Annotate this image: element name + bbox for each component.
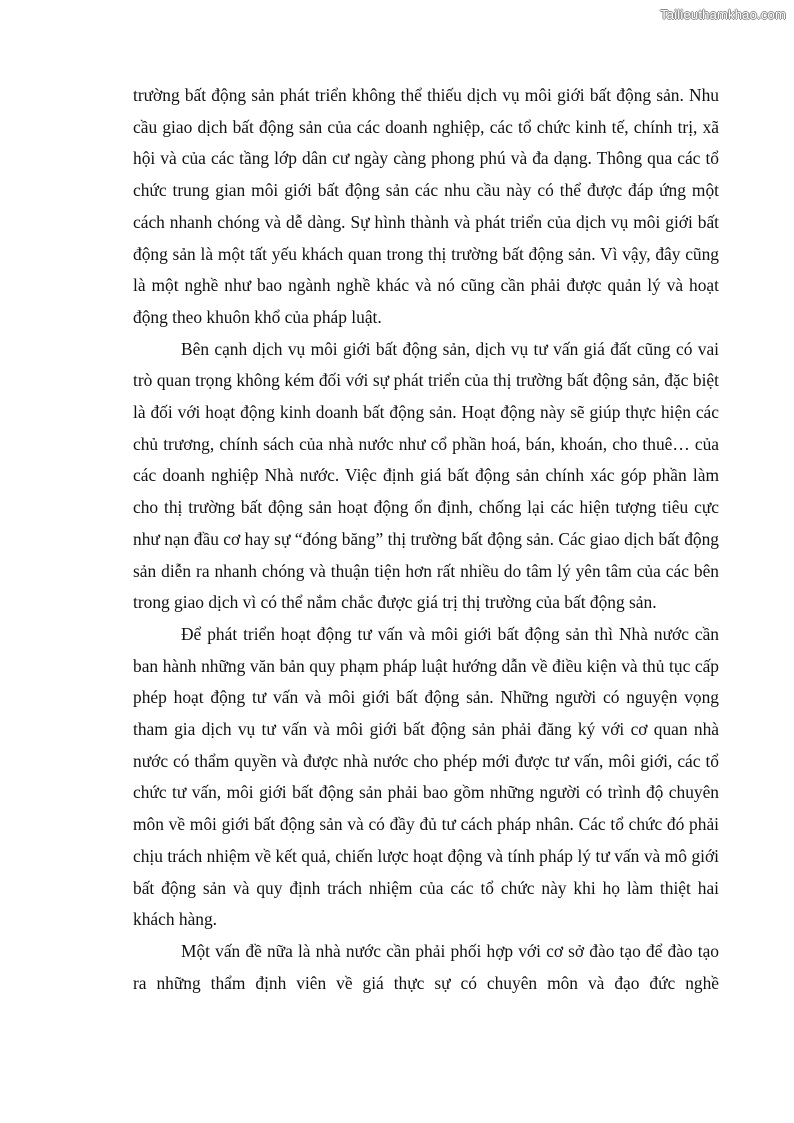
paragraph-4: Một vấn đề nữa là nhà nước cần phải phối hợp với cơ sở đào tạo để đào tạo ra những thẩm định viên về giá thực sự có chuyên môn và đạo đức nghề xyxy=(133,940,719,993)
document-body xyxy=(133,80,719,999)
paragraph-2: Bên cạnh dịch vụ môi giới bất động sản, dịch vụ tư vấn giá đất cũng có vai trò quan trọng không kém đối với sự phát triển của thị trường bất động sản, đặc biệt là đối với hoạt động kinh doanh bất động sản. Hoạt động này sẽ giúp thực hiện các chủ trương, chính sách của nhà nước như cổ phần hoá, bán, khoán, cho thuê… của các doanh nghiệp Nhà nước. Việc định giá bất động sản chính xác góp phần làm cho thị trường bất động sản hoạt động ổn định, chống lại các hiện tượng tiêu cực như nạn đầu cơ hay sự “đóng băng” thị trường bất động sản. Các giao dịch bất động sản diễn ra nhanh chóng và thuận tiện hơn rất nhiều do tâm lý yên tâm của các bên trong giao dịch vì có thể nắm chắc được giá trị thị trường của bất động sản. xyxy=(133,338,719,613)
watermark: Tailieuthamkhao.com xyxy=(660,7,786,22)
paragraph-3: Để phát triển hoạt động tư vấn và môi giới bất động sản thì Nhà nước cần ban hành những văn bản quy phạm pháp luật hướng dẫn về điều kiện và thủ tục cấp phép hoạt động tư vấn và môi giới bất động sản. Những người có nguyện vọng tham gia dịch vụ tư vấn và môi giới bất động sản phải đăng ký với cơ quan nhà nước có thẩm quyền và được nhà nước cho phép mới được tư vấn, môi giới, các tổ chức tư vấn, môi giới bất động sản phải bao gồm những người có trình độ chuyên môn về môi giới bất động sản và có đầy đủ tư cách pháp nhân. Các tổ chức đó phải chịu trách nhiệm về kết quả, chiến lược hoạt động và tính pháp lý tư vấn và mô giới bất động sản và quy định trách nhiệm của các tổ chức này khi họ làm thiệt hai khách hàng. xyxy=(133,623,719,930)
paragraph-1: trường bất động sản phát triển không thể thiếu dịch vụ môi giới bất động sản. Nhu cầu giao dịch bất động sản của các doanh nghiệp, các tổ chức kinh tế, chính trị, xã hội và của các tầng lớp dân cư ngày càng phong phú và đa dạng. Thông qua các tổ chức trung gian môi giới bất động sản các nhu cầu này có thể được đáp ứng một cách nhanh chóng và dễ dàng. Sự hình thành và phát triển của dịch vụ môi giới bất động sản là một tất yếu khách quan trong thị trường bất động sản. Vì vậy, đây cũng là một nghề như bao ngành nghề khác và nó cũng cần phải được quản lý và hoạt động theo khuôn khổ của pháp luật. xyxy=(133,85,719,327)
